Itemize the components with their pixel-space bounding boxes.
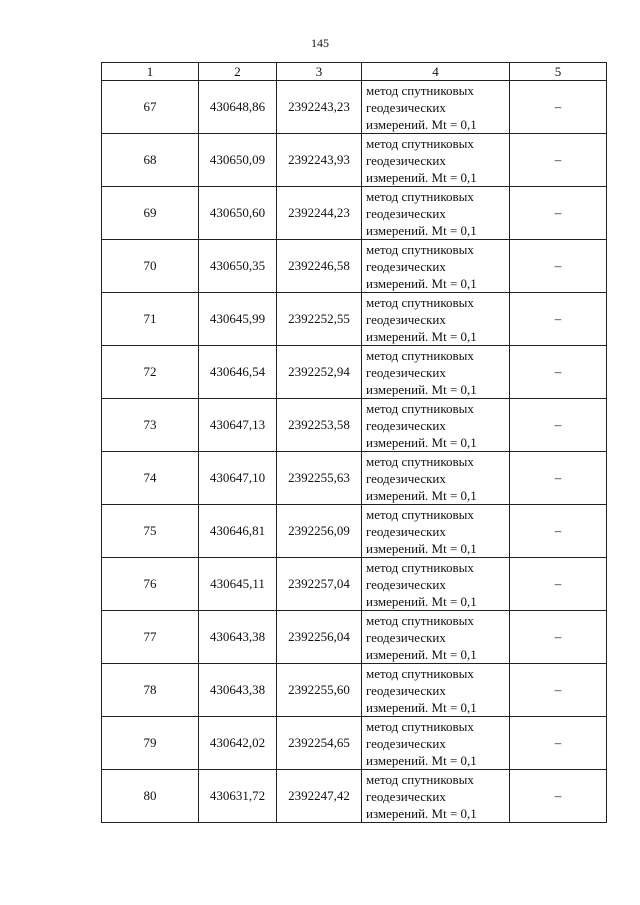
method-line: метод спутниковых	[366, 400, 474, 416]
x-coordinate-cell: 430643,38	[199, 664, 277, 717]
method-line: измерений. Mt = 0,1	[366, 169, 477, 185]
header-cell-2: 2	[199, 63, 277, 81]
method-cell	[362, 399, 510, 452]
y-coordinate-cell: 2392255,60	[277, 664, 362, 717]
x-coordinate-cell: 430650,35	[199, 240, 277, 293]
method-line: метод спутниковых	[366, 294, 474, 310]
method-line: геодезических	[366, 735, 446, 751]
method-line: геодезических	[366, 364, 446, 380]
method-line: геодезических	[366, 417, 446, 433]
table-row	[102, 293, 607, 346]
method-line: измерений. Mt = 0,1	[366, 540, 477, 556]
page-number: 145	[311, 36, 329, 50]
point-number-cell: 75	[102, 505, 199, 558]
table-row	[102, 187, 607, 240]
note-cell: –	[510, 187, 607, 240]
method-line: измерений. Mt = 0,1	[366, 593, 477, 609]
method-cell	[362, 240, 510, 293]
table-row	[102, 611, 607, 664]
method-cell	[362, 770, 510, 823]
method-line: метод спутниковых	[366, 559, 474, 575]
note-cell: –	[510, 664, 607, 717]
method-line: метод спутниковых	[366, 612, 474, 628]
header-cell-5: 5	[510, 63, 607, 81]
point-number-cell: 67	[102, 81, 199, 134]
x-coordinate-cell: 430647,10	[199, 452, 277, 505]
method-line: измерений. Mt = 0,1	[366, 805, 477, 821]
note-cell: –	[510, 717, 607, 770]
method-line: измерений. Mt = 0,1	[366, 116, 477, 132]
method-line: измерений. Mt = 0,1	[366, 487, 477, 503]
note-cell: –	[510, 399, 607, 452]
method-cell	[362, 558, 510, 611]
note-cell: –	[510, 240, 607, 293]
y-coordinate-cell: 2392256,09	[277, 505, 362, 558]
method-line: геодезических	[366, 523, 446, 539]
y-coordinate-cell: 2392253,58	[277, 399, 362, 452]
method-cell	[362, 134, 510, 187]
header-cell-4: 4	[362, 63, 510, 81]
y-coordinate-cell: 2392243,23	[277, 81, 362, 134]
y-coordinate-cell: 2392254,65	[277, 717, 362, 770]
method-line: измерений. Mt = 0,1	[366, 275, 477, 291]
x-coordinate-cell: 430631,72	[199, 770, 277, 823]
point-number-cell: 72	[102, 346, 199, 399]
x-coordinate-cell: 430645,11	[199, 558, 277, 611]
method-cell	[362, 611, 510, 664]
point-number-cell: 76	[102, 558, 199, 611]
table-row	[102, 240, 607, 293]
note-cell: –	[510, 293, 607, 346]
y-coordinate-cell: 2392252,94	[277, 346, 362, 399]
method-line: геодезических	[366, 470, 446, 486]
x-coordinate-cell: 430643,38	[199, 611, 277, 664]
header-cell-1: 1	[102, 63, 199, 81]
point-number-cell: 74	[102, 452, 199, 505]
method-line: геодезических	[366, 152, 446, 168]
point-number-cell: 78	[102, 664, 199, 717]
x-coordinate-cell: 430646,81	[199, 505, 277, 558]
note-cell: –	[510, 558, 607, 611]
y-coordinate-cell: 2392257,04	[277, 558, 362, 611]
method-line: геодезических	[366, 576, 446, 592]
method-cell	[362, 346, 510, 399]
point-number-cell: 70	[102, 240, 199, 293]
note-cell: –	[510, 81, 607, 134]
note-cell: –	[510, 611, 607, 664]
method-line: измерений. Mt = 0,1	[366, 328, 477, 344]
y-coordinate-cell: 2392247,42	[277, 770, 362, 823]
y-coordinate-cell: 2392252,55	[277, 293, 362, 346]
x-coordinate-cell: 430646,54	[199, 346, 277, 399]
method-line: метод спутниковых	[366, 718, 474, 734]
table-row	[102, 452, 607, 505]
method-cell	[362, 452, 510, 505]
method-line: метод спутниковых	[366, 453, 474, 469]
method-line: геодезических	[366, 788, 446, 804]
table-row	[102, 505, 607, 558]
x-coordinate-cell: 430648,86	[199, 81, 277, 134]
method-line: метод спутниковых	[366, 135, 474, 151]
method-line: измерений. Mt = 0,1	[366, 699, 477, 715]
point-number-cell: 77	[102, 611, 199, 664]
y-coordinate-cell: 2392244,23	[277, 187, 362, 240]
method-cell	[362, 293, 510, 346]
method-cell	[362, 505, 510, 558]
table-row	[102, 558, 607, 611]
note-cell: –	[510, 505, 607, 558]
y-coordinate-cell: 2392246,58	[277, 240, 362, 293]
note-cell: –	[510, 346, 607, 399]
header-cell-3: 3	[277, 63, 362, 81]
method-line: метод спутниковых	[366, 506, 474, 522]
method-line: метод спутниковых	[366, 771, 474, 787]
header-row	[102, 63, 607, 81]
table-row	[102, 134, 607, 187]
method-line: измерений. Mt = 0,1	[366, 381, 477, 397]
table-row	[102, 346, 607, 399]
point-number-cell: 68	[102, 134, 199, 187]
method-line: метод спутниковых	[366, 188, 474, 204]
method-line: измерений. Mt = 0,1	[366, 646, 477, 662]
table-body	[102, 63, 607, 823]
method-line: геодезических	[366, 258, 446, 274]
method-cell	[362, 81, 510, 134]
method-line: геодезических	[366, 682, 446, 698]
note-cell: –	[510, 770, 607, 823]
method-cell	[362, 664, 510, 717]
method-line: метод спутниковых	[366, 347, 474, 363]
note-cell: –	[510, 134, 607, 187]
y-coordinate-cell: 2392255,63	[277, 452, 362, 505]
method-line: измерений. Mt = 0,1	[366, 434, 477, 450]
method-line: измерений. Mt = 0,1	[366, 222, 477, 238]
y-coordinate-cell: 2392243,93	[277, 134, 362, 187]
method-line: геодезических	[366, 311, 446, 327]
method-cell	[362, 717, 510, 770]
x-coordinate-cell: 430642,02	[199, 717, 277, 770]
table-row	[102, 664, 607, 717]
method-line: метод спутниковых	[366, 241, 474, 257]
x-coordinate-cell: 430645,99	[199, 293, 277, 346]
point-number-cell: 73	[102, 399, 199, 452]
method-cell	[362, 187, 510, 240]
point-number-cell: 80	[102, 770, 199, 823]
point-number-cell: 71	[102, 293, 199, 346]
method-line: метод спутниковых	[366, 665, 474, 681]
point-number-cell: 79	[102, 717, 199, 770]
method-line: метод спутниковых	[366, 82, 474, 98]
coordinates-table	[101, 62, 607, 823]
table-row	[102, 81, 607, 134]
x-coordinate-cell: 430650,60	[199, 187, 277, 240]
x-coordinate-cell: 430650,09	[199, 134, 277, 187]
table-row	[102, 399, 607, 452]
table-row	[102, 770, 607, 823]
point-number-cell: 69	[102, 187, 199, 240]
y-coordinate-cell: 2392256,04	[277, 611, 362, 664]
x-coordinate-cell: 430647,13	[199, 399, 277, 452]
note-cell: –	[510, 452, 607, 505]
table-row	[102, 717, 607, 770]
method-line: измерений. Mt = 0,1	[366, 752, 477, 768]
method-line: геодезических	[366, 629, 446, 645]
method-line: геодезических	[366, 99, 446, 115]
method-line: геодезических	[366, 205, 446, 221]
